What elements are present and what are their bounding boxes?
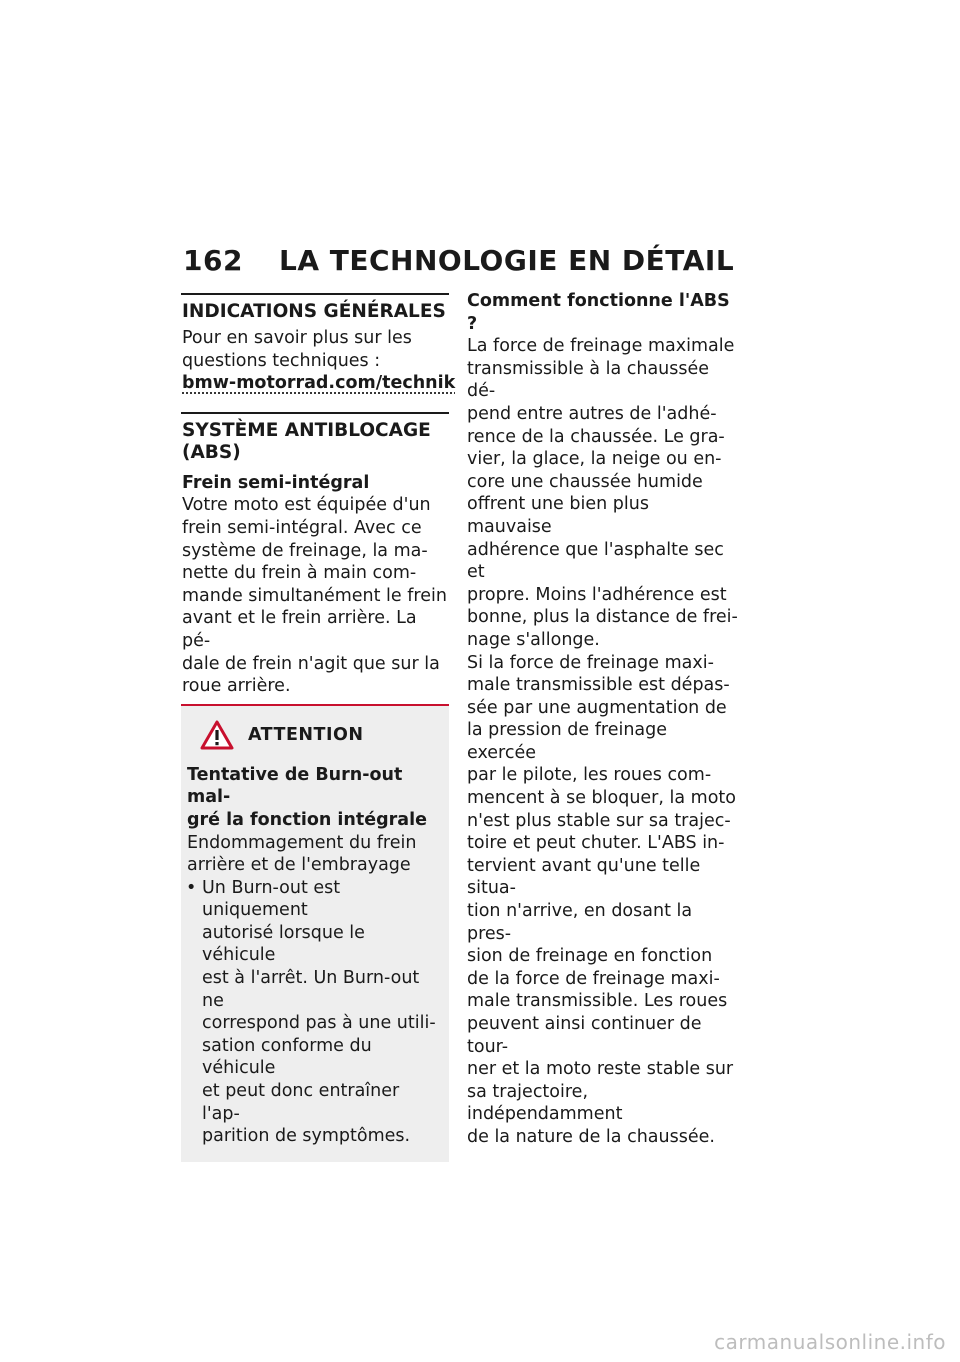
warning-consequence: Endommagement du frein arrière et de l'embrayage [187,832,417,876]
section-divider [181,293,449,295]
left-column [181,293,456,1162]
bullet-dot: • [186,877,197,898]
general-text: Pour en savoir plus sur les questions techniques : [182,328,412,371]
page-header [183,244,783,277]
page-title: LA TECHNOLOGIE EN DÉTAIL [279,244,735,277]
abs-function-heading: Comment fonctionne l'ABS ? [467,291,730,334]
section-heading-abs: SYSTÈME ANTIBLOCAGE (ABS) [182,419,431,463]
warning-label: ATTENTION [248,724,364,745]
subheading-semi-integral: Frein semi-intégral [182,472,370,493]
page-number: 162 [183,244,243,277]
technik-link[interactable]: bmw-motorrad.com/technik [182,373,456,394]
warning-box [181,704,449,1162]
warning-title: Tentative de Burn-out mal- gré la fonction intégrale [187,764,427,830]
semi-integral-text: Votre moto est équipée d'un frein semi-intégral. Avec ce système de freinage, la ma- nette du frein à main com- mande simultanément le frein avant et le frein arrière. La pé- dale de frein n'agit que sur la roue arrière. [182,495,447,697]
right-column [466,290,738,1149]
abs-paragraph-2: Si la force de freinage maxi- male transmissible est dépas- sée par une augmentation de la pression de freinage exercée par le pilote, les roues com- mencent à se bloquer, la moto n'est plus stable sur sa trajec- toire et peut chuter. L'ABS in- tervient avant qu'une telle situa- tion n'arrive, en dosant la pres- sion de freinage en fonction de la force de freinage maxi- male transmissible. Les roues peuvent ainsi continuer de tour- ner et la moto reste stable sur sa trajectoire, indépendamment de la nature de la chaussée. [467,652,736,1147]
section-heading-general: INDICATIONS GÉNÉRALES [182,301,446,322]
section-divider [181,412,449,414]
abs-paragraph-1: La force de freinage maximale transmissible à la chaussée dé- pend entre autres de l'adhé- rence de la chaussée. Le gra- vier, la glace, la neige ou en- core une chaussée humide offrent une bien plus mauvaise adhérence que l'asphalte sec et propre. Moins l'adhérence est bonne, plus la distance de frei- nage s'allonge. [467,336,738,650]
warning-header [200,720,441,750]
warning-bullet-text: Un Burn-out est uniquement autorisé lorsque le véhicule est à l'arrêt. Un Burn-out ne correspond pas à une utili- sation conforme du véhicule et peut donc entraîner l'ap- parition de symptômes. [202,877,436,1147]
warning-bullet [186,877,441,1148]
watermark: carmanualsonline.info [714,1330,946,1354]
warning-triangle-icon [200,720,234,750]
